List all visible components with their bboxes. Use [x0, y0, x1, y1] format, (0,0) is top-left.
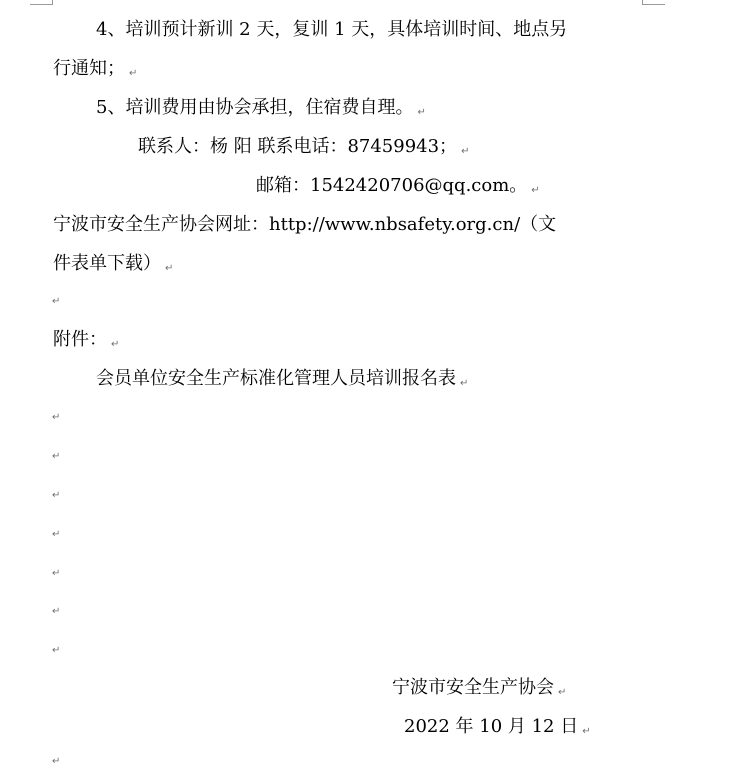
carriage-return-icon: ↵: [52, 529, 61, 540]
carriage-return-icon: ↵: [52, 296, 61, 307]
item-4-text-continued: 行通知；: [53, 58, 125, 79]
carriage-return-icon: ↵: [52, 568, 61, 579]
item-5-text: 5、培训费用由协会承担，住宿费自理。: [96, 97, 414, 118]
carriage-return-icon: ↵: [461, 146, 470, 157]
item-4-line-1: [96, 18, 567, 42]
email-line: [256, 174, 540, 203]
item-5: [96, 96, 426, 125]
attachment-label-line: [53, 328, 119, 357]
carriage-return-icon: ↵: [52, 606, 61, 617]
contact-line: [138, 135, 469, 164]
carriage-return-icon: ↵: [52, 412, 61, 423]
attachment-item: 会员单位安全生产标准化管理人员培训报名表: [96, 368, 456, 389]
attachment-item-line: [96, 367, 468, 396]
contact-text: 联系人：杨 阳 联系电话：87459943；: [138, 136, 458, 157]
signature-date: 2022 年 10 月 12 日: [404, 716, 579, 737]
page-corner-mark-right: [642, 0, 665, 5]
item-4-line-2: [53, 57, 137, 86]
carriage-return-icon: ↵: [417, 107, 426, 118]
carriage-return-icon: ↵: [52, 756, 61, 767]
carriage-return-icon: ↵: [558, 687, 567, 698]
attachment-label: 附件：: [53, 329, 107, 350]
signature-organization-line: [392, 676, 566, 705]
item-4-text: 4、培训预计新训 2 天，复训 1 天，具体培训时间、地点另: [96, 19, 568, 40]
carriage-return-icon: ↵: [52, 451, 61, 462]
email-text: 邮箱：1542420706@qq.com。: [256, 175, 528, 196]
carriage-return-icon: ↵: [52, 645, 61, 656]
signature-organization: 宁波市安全生产协会: [392, 677, 554, 698]
carriage-return-icon: ↵: [582, 726, 591, 737]
website-line-1: [53, 213, 556, 237]
website-text: 宁波市安全生产协会网址：http://www.nbsafety.org.cn/（文: [53, 214, 557, 235]
signature-date-line: [404, 715, 591, 744]
carriage-return-icon: ↵: [531, 185, 540, 196]
carriage-return-icon: ↵: [129, 68, 138, 79]
page-corner-mark-left: [30, 0, 53, 5]
carriage-return-icon: ↵: [111, 339, 120, 350]
carriage-return-icon: ↵: [52, 490, 61, 501]
website-text-continued: 件表单下载）: [53, 253, 161, 274]
carriage-return-icon: ↵: [460, 378, 469, 389]
carriage-return-icon: ↵: [165, 263, 174, 274]
website-line-2: [53, 252, 173, 281]
